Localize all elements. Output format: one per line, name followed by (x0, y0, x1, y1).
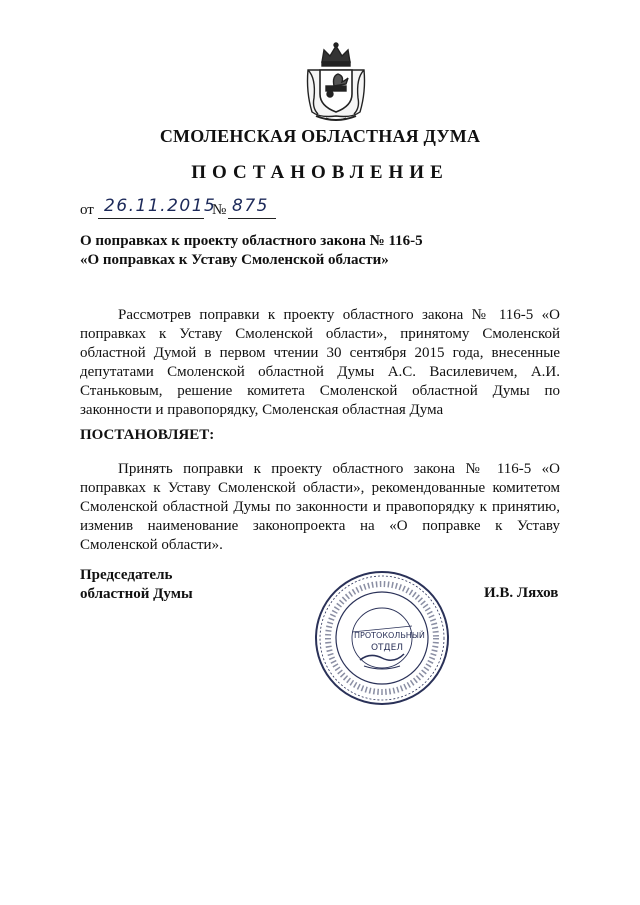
stamp-inner-line-2: ОТДЕЛ (370, 643, 404, 653)
subject-line-2: «О поправках к Уставу Смоленской области» (80, 252, 389, 268)
number-label: № (212, 202, 227, 218)
stamp-inner-text (354, 630, 425, 654)
date-number-line (80, 196, 400, 220)
resolution-paragraph: Принять поправки к проекту областного закона № 116-5 «О поправках к Уставу Смоленской области», рекомендованные комитетом Смоленской областной Думы по законности и правопорядку к принятию, изменив наименование законопроекта на «О поправке к Уставу Смоленской области». (80, 461, 560, 553)
stamp-inner-line-1: ПРОТОКОЛЬНЫЙ (354, 631, 425, 640)
handwritten-number: 875 (232, 196, 269, 216)
preamble-paragraph: Рассмотрев поправки к проекту областного закона № 116-5 «О поправках к Уставу Смоленской области», принятому Смоленской областной Думой в первом чтении 30 сентября 2015 года, внесенные депутатами Смоленской областной Думы А.С. Василевичем, А.И. Станьковым, решение комитета Смоленской областной Думы по законности и правопорядку, Смоленская областная Дума (80, 307, 560, 418)
document-subject (80, 232, 560, 270)
organization-name: СМОЛЕНСКАЯ ОБЛАСТНАЯ ДУМА (159, 126, 481, 146)
date-underline (98, 218, 204, 219)
signer-position-line-1: Председатель (80, 567, 173, 583)
number-underline (228, 218, 276, 219)
date-from-label: от (80, 202, 94, 218)
signer-position (80, 566, 193, 604)
signer-name: И.В. Ляхов (484, 585, 559, 601)
signer-position-line-2: областной Думы (80, 586, 193, 602)
resolves-heading: ПОСТАНОВЛЯЕТ: (80, 427, 215, 443)
handwritten-date: 26.11.2015 (104, 196, 217, 216)
coat-of-arms-icon (300, 42, 372, 124)
document-type-title: ПОСТАНОВЛЕНИЕ (191, 162, 449, 183)
subject-line-1: О поправках к проекту областного закона № 116-5 (80, 233, 423, 249)
